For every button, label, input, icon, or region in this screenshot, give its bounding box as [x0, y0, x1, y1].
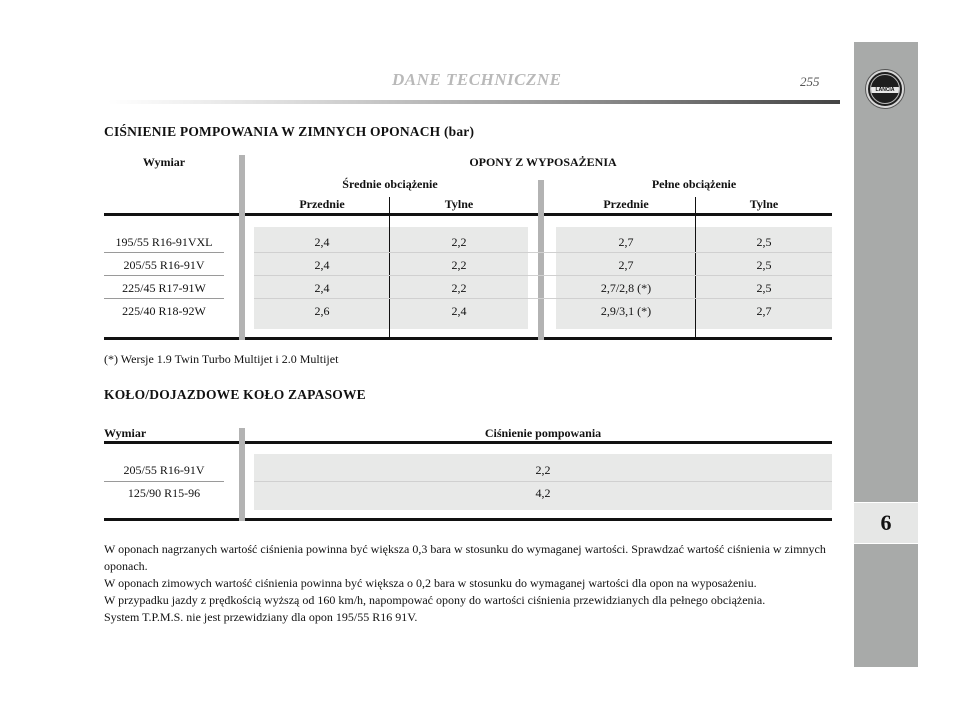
- table1-row4-medium-front: 2,6: [314, 304, 330, 318]
- table1-row3-medium-rear: 2,2: [451, 281, 467, 295]
- note-paragraph-1: W oponach nagrzanych wartość ciśnienia powinna być większa 0,3 bara w stosunku do wymaganej wartości. Sprawdzać wartość ciśnienia w zimnych oponach.: [104, 542, 826, 573]
- side-strip: [854, 42, 918, 667]
- header-rule: [108, 100, 840, 104]
- table1-medium-front-header: Przednie: [299, 197, 345, 211]
- table1-row2-full-rear: 2,5: [756, 258, 772, 272]
- table2-divider: [239, 428, 245, 521]
- table1-row2-full-front: 2,7: [618, 258, 634, 272]
- table2-row-line-1: [104, 481, 224, 482]
- chapter-number: 6: [880, 510, 892, 535]
- table2-title: KOŁO/DOJAZDOWE KOŁO ZAPASOWE: [104, 387, 366, 402]
- table1-row3-full-rear: 2,5: [756, 281, 772, 295]
- table2-row-line-1-data: [254, 481, 832, 482]
- table1-col-dimension: Wymiar: [142, 155, 186, 169]
- table1-full-rear-header: Tylne: [749, 197, 779, 211]
- table1-row1-medium-front: 2,4: [314, 235, 330, 249]
- table1-row3-full-front: 2,7/2,8 (*): [600, 281, 652, 295]
- table1-row4-medium-rear: 2,4: [451, 304, 467, 318]
- table2-row2-pressure: 4,2: [535, 486, 551, 500]
- table1-row2-medium-front: 2,4: [314, 258, 330, 272]
- table1-row-line-1-data: [254, 252, 832, 253]
- table1-row-line-2-data: [254, 275, 832, 276]
- table2-row1-pressure: 2,2: [535, 463, 551, 477]
- table2-header-rule: [104, 441, 832, 444]
- page-header-title: DANE TECHNICZNE: [392, 70, 562, 89]
- table2-col-pressure: Ciśnienie pompowania: [484, 426, 602, 440]
- table1-row-line-1: [104, 252, 224, 253]
- table1-divider-groups: [538, 180, 544, 340]
- lancia-logo-shield: [870, 74, 900, 104]
- table1-row4-full-front: 2,9/3,1 (*): [600, 304, 652, 318]
- page-number: 255: [800, 74, 820, 89]
- table1-row1-full-front: 2,7: [618, 235, 634, 249]
- table1-title: CIŚNIENIE POMPOWANIA W ZIMNYCH OPONACH (bar): [104, 124, 475, 139]
- table1-row2-medium-rear: 2,2: [451, 258, 467, 272]
- table1-row4-full-rear: 2,7: [756, 304, 772, 318]
- table1-row1-full-rear: 2,5: [756, 235, 772, 249]
- lancia-logo-text: LANCIA: [875, 87, 895, 93]
- table1-group-header: OPONY Z WYPOSAŻENIA: [469, 155, 617, 169]
- table1-header-rule: [104, 213, 832, 216]
- lancia-logo: [866, 70, 904, 108]
- note-paragraph-3: W przypadku jazdy z prędkością wyższą od 160 km/h, napompować opony do wartości ciśnienia przewidzianych dla pełnego obciążenia.: [104, 593, 766, 607]
- table2-row1-size: 205/55 R16-91V: [123, 463, 205, 477]
- table1-subgroup-full: Pełne obciążenie: [651, 177, 737, 191]
- table1-row4-size: 225/40 R18-92W: [122, 304, 206, 318]
- note-paragraph-4: System T.P.M.S. nie jest przewidziany dla opon 195/55 R16 91V.: [104, 610, 418, 624]
- table1-row-line-3: [104, 298, 224, 299]
- table2-col-dimension: Wymiar: [104, 426, 147, 440]
- table1-full-front-header: Przednie: [603, 197, 649, 211]
- table1-row3-size: 225/45 R17-91W: [122, 281, 206, 295]
- table1-row1-medium-rear: 2,2: [451, 235, 467, 249]
- table2-bottom-rule: [104, 518, 832, 521]
- table1-divider-dimension: [239, 155, 245, 340]
- table1-medium-rear-header: Tylne: [444, 197, 474, 211]
- table1-row-line-2: [104, 275, 224, 276]
- table1-row3-medium-front: 2,4: [314, 281, 330, 295]
- table1-bottom-rule: [104, 337, 832, 340]
- table1-row1-size: 195/55 R16-91VXL: [115, 235, 213, 249]
- chapter-tab[interactable]: [854, 502, 918, 544]
- table1-row-line-3-data: [254, 298, 832, 299]
- table2-row2-size: 125/90 R15-96: [127, 486, 201, 500]
- table1-footnote: (*) Wersje 1.9 Twin Turbo Multijet i 2.0 Multijet: [104, 352, 339, 366]
- table1-subgroup-medium: Średnie obciążenie: [342, 177, 438, 191]
- note-paragraph-2: W oponach zimowych wartość ciśnienia powinna być większa o 0,2 bara w stosunku do wymaganej wartości dla opon na wyposażeniu.: [104, 576, 757, 590]
- table1-row2-size: 205/55 R16-91V: [123, 258, 205, 272]
